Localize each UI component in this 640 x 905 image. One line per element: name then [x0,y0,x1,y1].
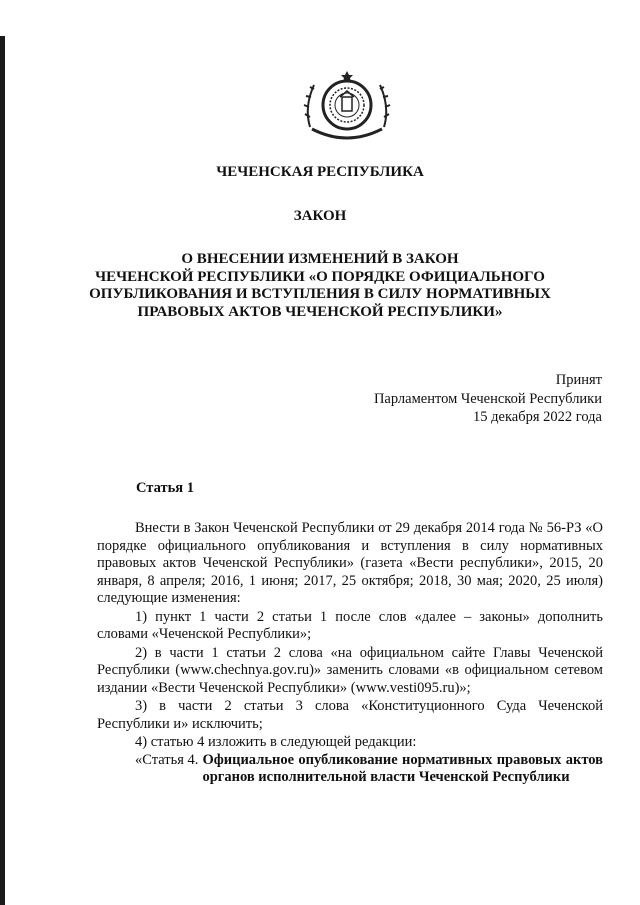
paragraph: 3) в части 2 статьи 3 слова «Конституционного Суда Чеченской Республики и» исключить; [97,698,603,732]
coat-of-arms-emblem [300,67,394,147]
adopted-label: Принят [555,372,602,388]
law-title-line: ОПУБЛИКОВАНИЯ И ВСТУПЛЕНИЯ В СИЛУ НОРМАТИВНЫХ [89,286,551,302]
adopted-by: Парламентом Чеченской Республики [373,390,602,407]
article-4-label: «Статья 4. [135,751,199,768]
adopted-date: 15 декабря 2022 года [473,409,602,425]
paragraph: 2) в части 1 статьи 2 слова «на официальном сайте Главы Чеченской Республики (www.chechnya.gov.ru)» заменить словами «в официальном сетевом издании «Вести Чеченской Республики» (www.vesti095.ru)»; [97,644,603,696]
document-type: ЗАКОН [293,208,347,224]
article-4-heading [97,752,603,787]
article-body [97,520,603,787]
law-title [0,251,640,321]
adoption-block [374,371,602,427]
republic-heading: ЧЕЧЕНСКАЯ РЕСПУБЛИКА [216,164,424,180]
law-title-line: О ВНЕСЕНИИ ИЗМЕНЕНИЙ В ЗАКОН [181,251,459,267]
article-4-title: Официальное опубликование нормативных правовых актов органов исполнительной власти Чеченской Республики [202,751,603,785]
article-title: Статья 1 [136,480,194,496]
paragraph: 1) пункт 1 части 2 статьи 1 после слов «далее – законы» дополнить словами «Чеченской Республики»; [97,608,603,642]
law-title-line: ЧЕЧЕНСКОЙ РЕСПУБЛИКИ «О ПОРЯДКЕ ОФИЦИАЛЬНОГО [95,268,545,285]
paragraph: 4) статью 4 изложить в следующей редакции: [135,734,417,750]
paragraph: Внести в Закон Чеченской Республики от 29 декабря 2014 года № 56-РЗ «О порядке официального опубликования и вступления в силу нормативных правовых актов Чеченской Республики» (газета «Вести республики», 2015, 20 января, 8 апреля; 2016, 1 июня; 2017, 25 октября; 2018, 30 мая; 2020, 25 июля) следующие изменения: [97,520,603,606]
law-title-line: ПРАВОВЫХ АКТОВ ЧЕЧЕНСКОЙ РЕСПУБЛИКИ» [137,303,503,320]
